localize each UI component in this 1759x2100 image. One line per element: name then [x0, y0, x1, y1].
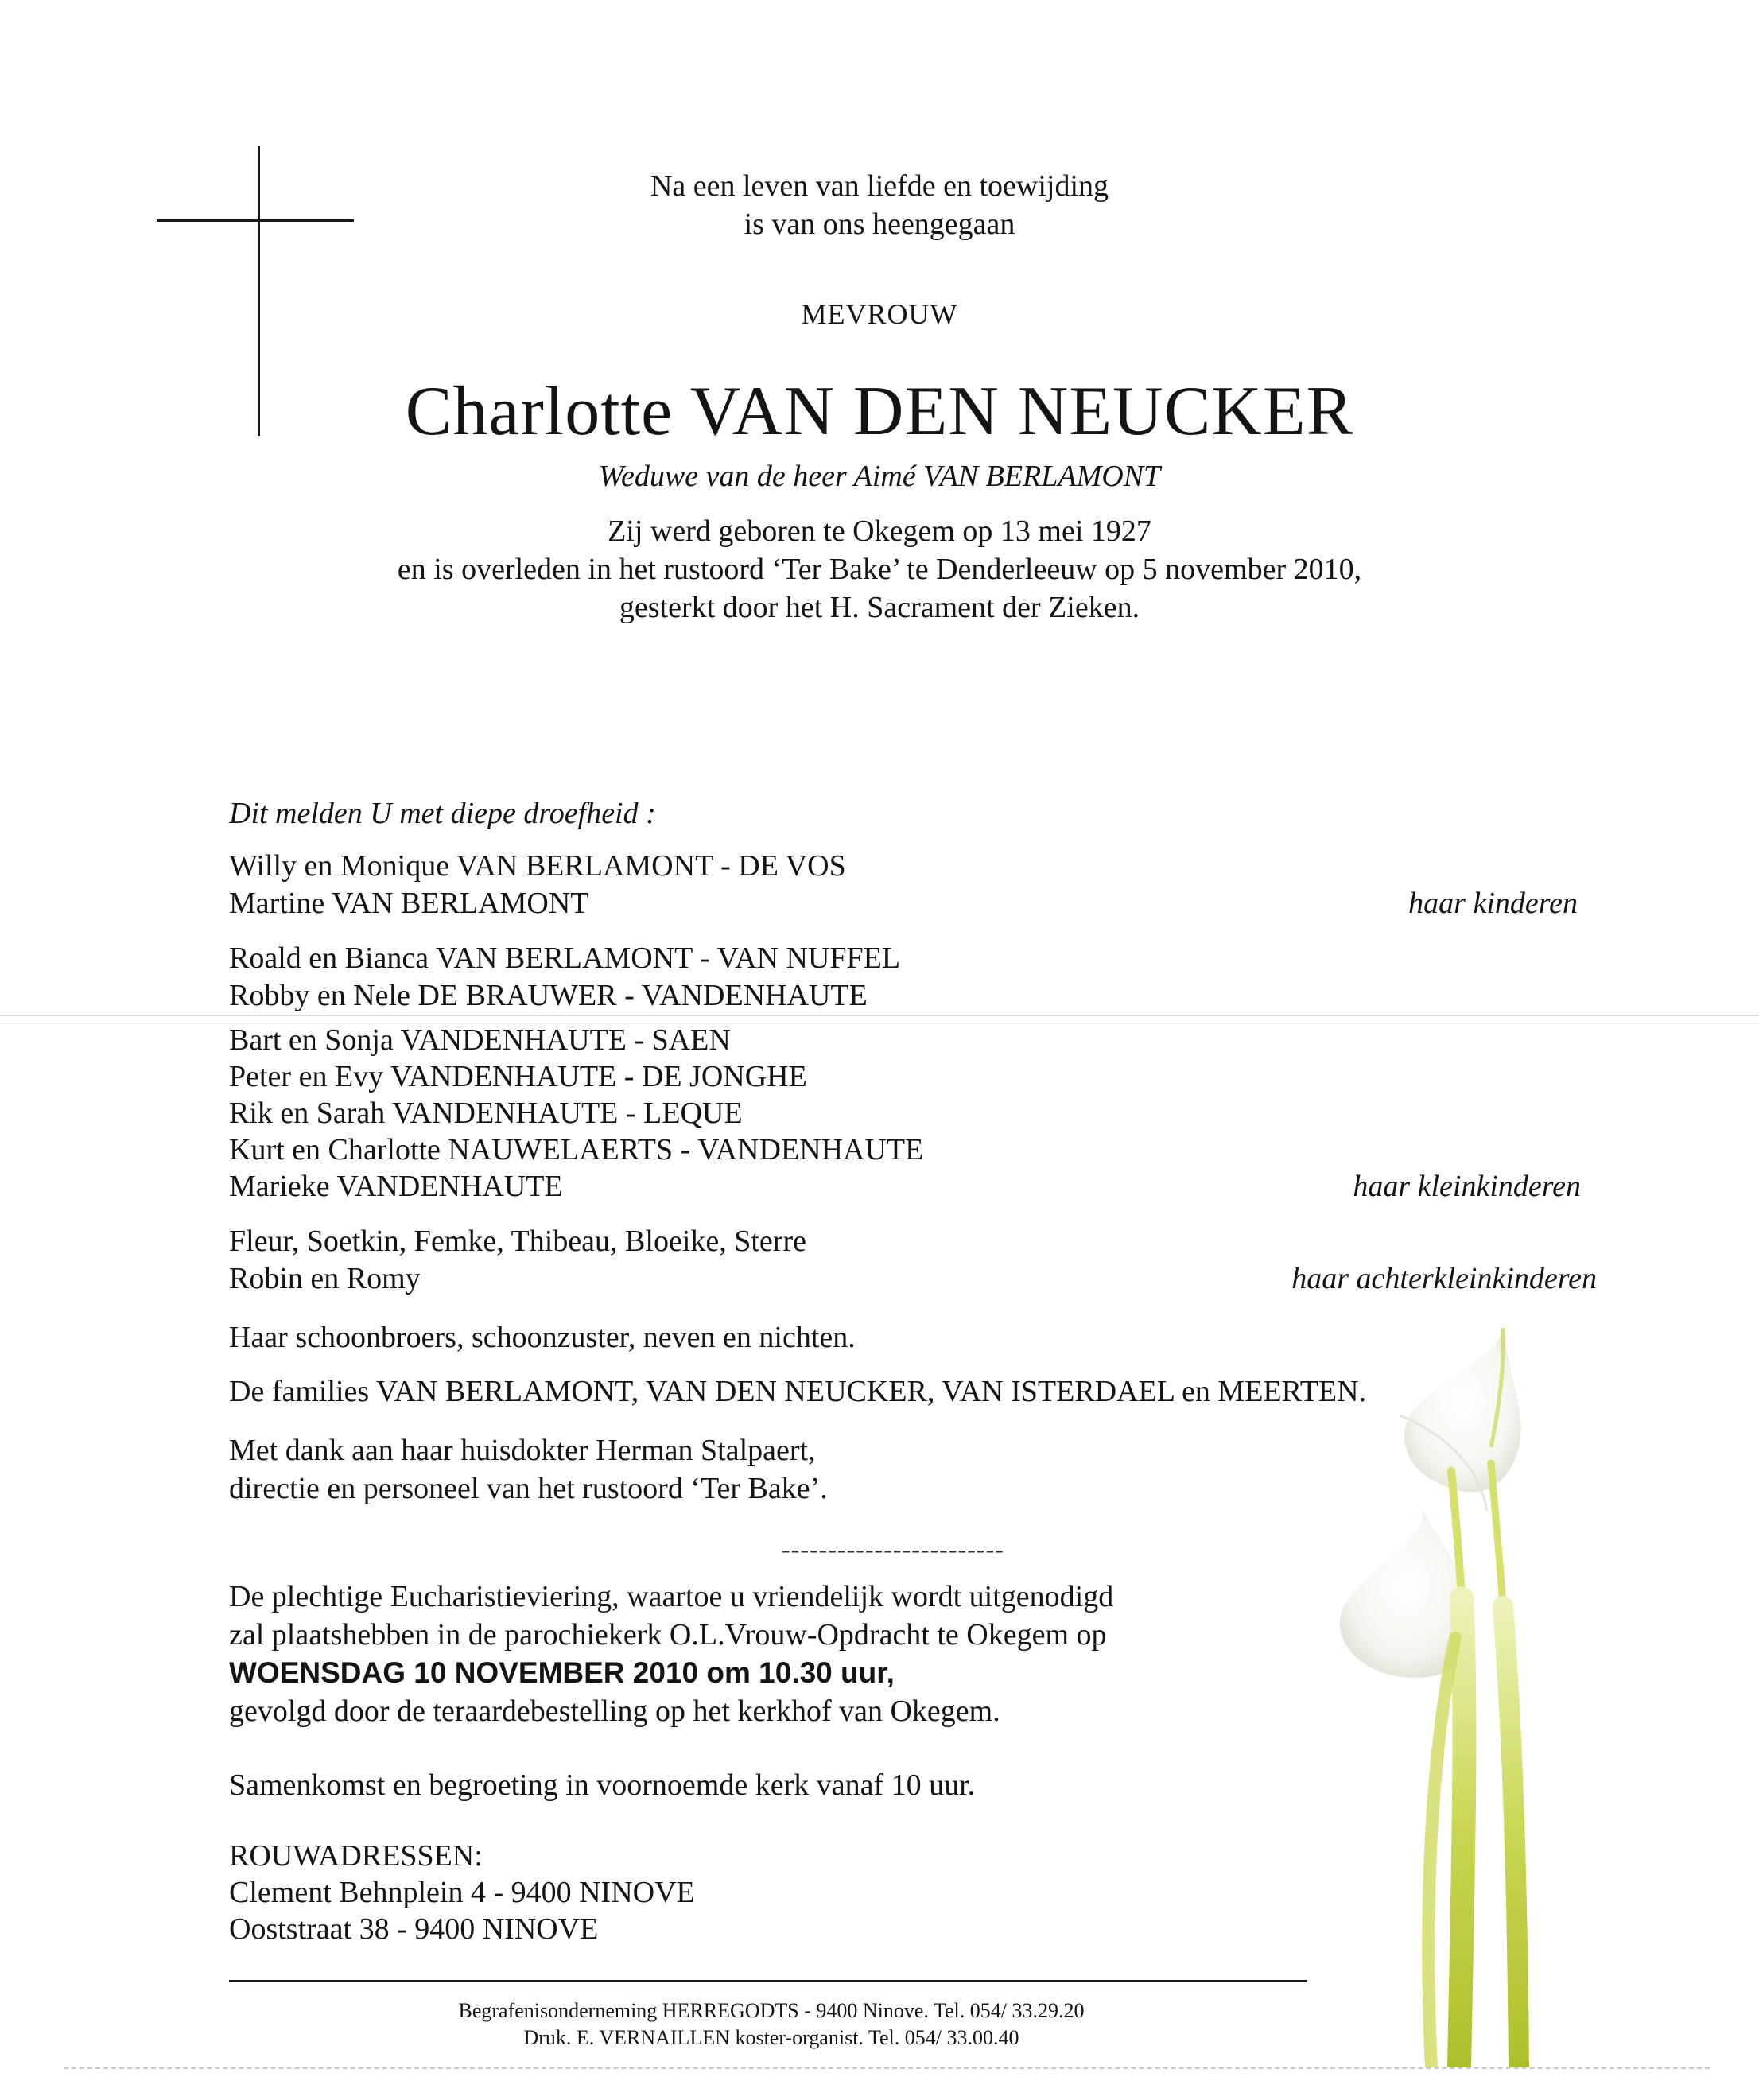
list-item [229, 1021, 1597, 1059]
relative-name: Roald en Bianca VAN BERLAMONT - VAN NUFFEL [229, 941, 901, 975]
footer-rule [229, 1980, 1307, 1982]
bottom-fold-line [64, 2067, 1710, 2069]
relation-label: haar kinderen [1408, 887, 1578, 920]
intro-line-2: is van ons heengegaan [744, 208, 1015, 241]
relative-name: Martine VAN BERLAMONT [229, 887, 589, 920]
service-line-1: De plechtige Eucharistieviering, waartoe u vriendelijk wordt uitgenodigd [229, 1580, 1114, 1613]
relative-name: Robby en Nele DE BRAUWER - VANDENHAUTE [229, 979, 868, 1012]
footer-line-1: Begrafenisonderneming HERREGODTS - 9400 Ninove. Tel. 054/ 33.29.20 [458, 1999, 1085, 2022]
title-prefix: MEVROUW [801, 298, 958, 330]
bio-line-1: Zij werd geboren te Okegem op 13 mei 1927 [608, 514, 1151, 548]
list-item [229, 1058, 1597, 1096]
bio-line-2: en is overleden in het rustoord ‘Ter Bake’ te Denderleeuw op 5 november 2010, [397, 553, 1362, 586]
addresses-heading: ROUWADRESSEN: [229, 1839, 483, 1873]
thanks-line-2: directie en personeel van het rustoord ‘Ter Bake’. [229, 1472, 828, 1505]
list-item [229, 976, 1597, 1015]
relative-name: Bart en Sonja VANDENHAUTE - SAEN [229, 1023, 731, 1057]
intro-line-1: Na een leven van liefde en toewijding [650, 169, 1109, 203]
relation-label: haar kleinkinderen [1353, 1170, 1581, 1203]
relative-name: Peter en Evy VANDENHAUTE - DE JONGHE [229, 1060, 807, 1093]
separator: ------------------------ [782, 1535, 1004, 1563]
service-line-2: zal plaatshebben in de parochiekerk O.L.Vrouw-Opdracht te Okegem op [229, 1618, 1107, 1652]
subtitle-widow: Weduwe van de heer Aimé VAN BERLAMONT [598, 460, 1161, 493]
list-item [229, 1167, 1597, 1205]
relative-name: Marieke VANDENHAUTE [229, 1170, 563, 1203]
calla-lily-image [1304, 1304, 1638, 2067]
relative-name: Rik en Sarah VANDENHAUTE - LEQUE [229, 1097, 743, 1130]
list-item [229, 939, 1597, 977]
relative-name: Fleur, Soetkin, Femke, Thibeau, Bloeike, Sterre [229, 1225, 806, 1258]
list-item [229, 1260, 1597, 1298]
fold-line [0, 1015, 1759, 1016]
list-item [229, 1131, 1597, 1169]
footer-line-2: Druk. E. VERNAILLEN koster-organist. Tel. 054/ 33.00.40 [523, 2026, 1019, 2049]
relation-label: haar achterkleinkinderen [1291, 1262, 1597, 1295]
service-line-4: gevolgd door de teraardebestelling op het kerkhof van Okegem. [229, 1694, 1000, 1728]
list-item [229, 884, 1597, 922]
relative-name: Kurt en Charlotte NAUWELAERTS - VANDENHAUTE [229, 1133, 924, 1166]
thanks-line-1: Met dank aan haar huisdokter Herman Stalpaert, [229, 1434, 816, 1467]
bio-line-3: gesterkt door het H. Sacrament der Zieken. [619, 591, 1140, 624]
address-line-1: Clement Behnplein 4 - 9400 NINOVE [229, 1876, 695, 1909]
gathering-line: Samenkomst en begroeting in voornoemde kerk vanaf 10 uur. [229, 1768, 976, 1802]
address-line-2: Ooststraat 38 - 9400 NINOVE [229, 1912, 599, 1946]
service-date: WOENSDAG 10 NOVEMBER 2010 om 10.30 uur, [229, 1656, 895, 1689]
relative-name: Willy en Monique VAN BERLAMONT - DE VOS [229, 849, 846, 883]
list-item [229, 1094, 1597, 1132]
relative-name: Robin en Romy [229, 1262, 421, 1295]
list-item [229, 847, 1597, 885]
deceased-name: Charlotte VAN DEN NEUCKER [405, 373, 1354, 450]
list-item [229, 1222, 1597, 1260]
families-line: De families VAN BERLAMONT, VAN DEN NEUCKER, VAN ISTERDAEL en MEERTEN. [229, 1375, 1367, 1408]
in-laws-line: Haar schoonbroers, schoonzuster, neven en nichten. [229, 1321, 856, 1354]
announce-line: Dit melden U met diepe droefheid : [229, 797, 656, 830]
